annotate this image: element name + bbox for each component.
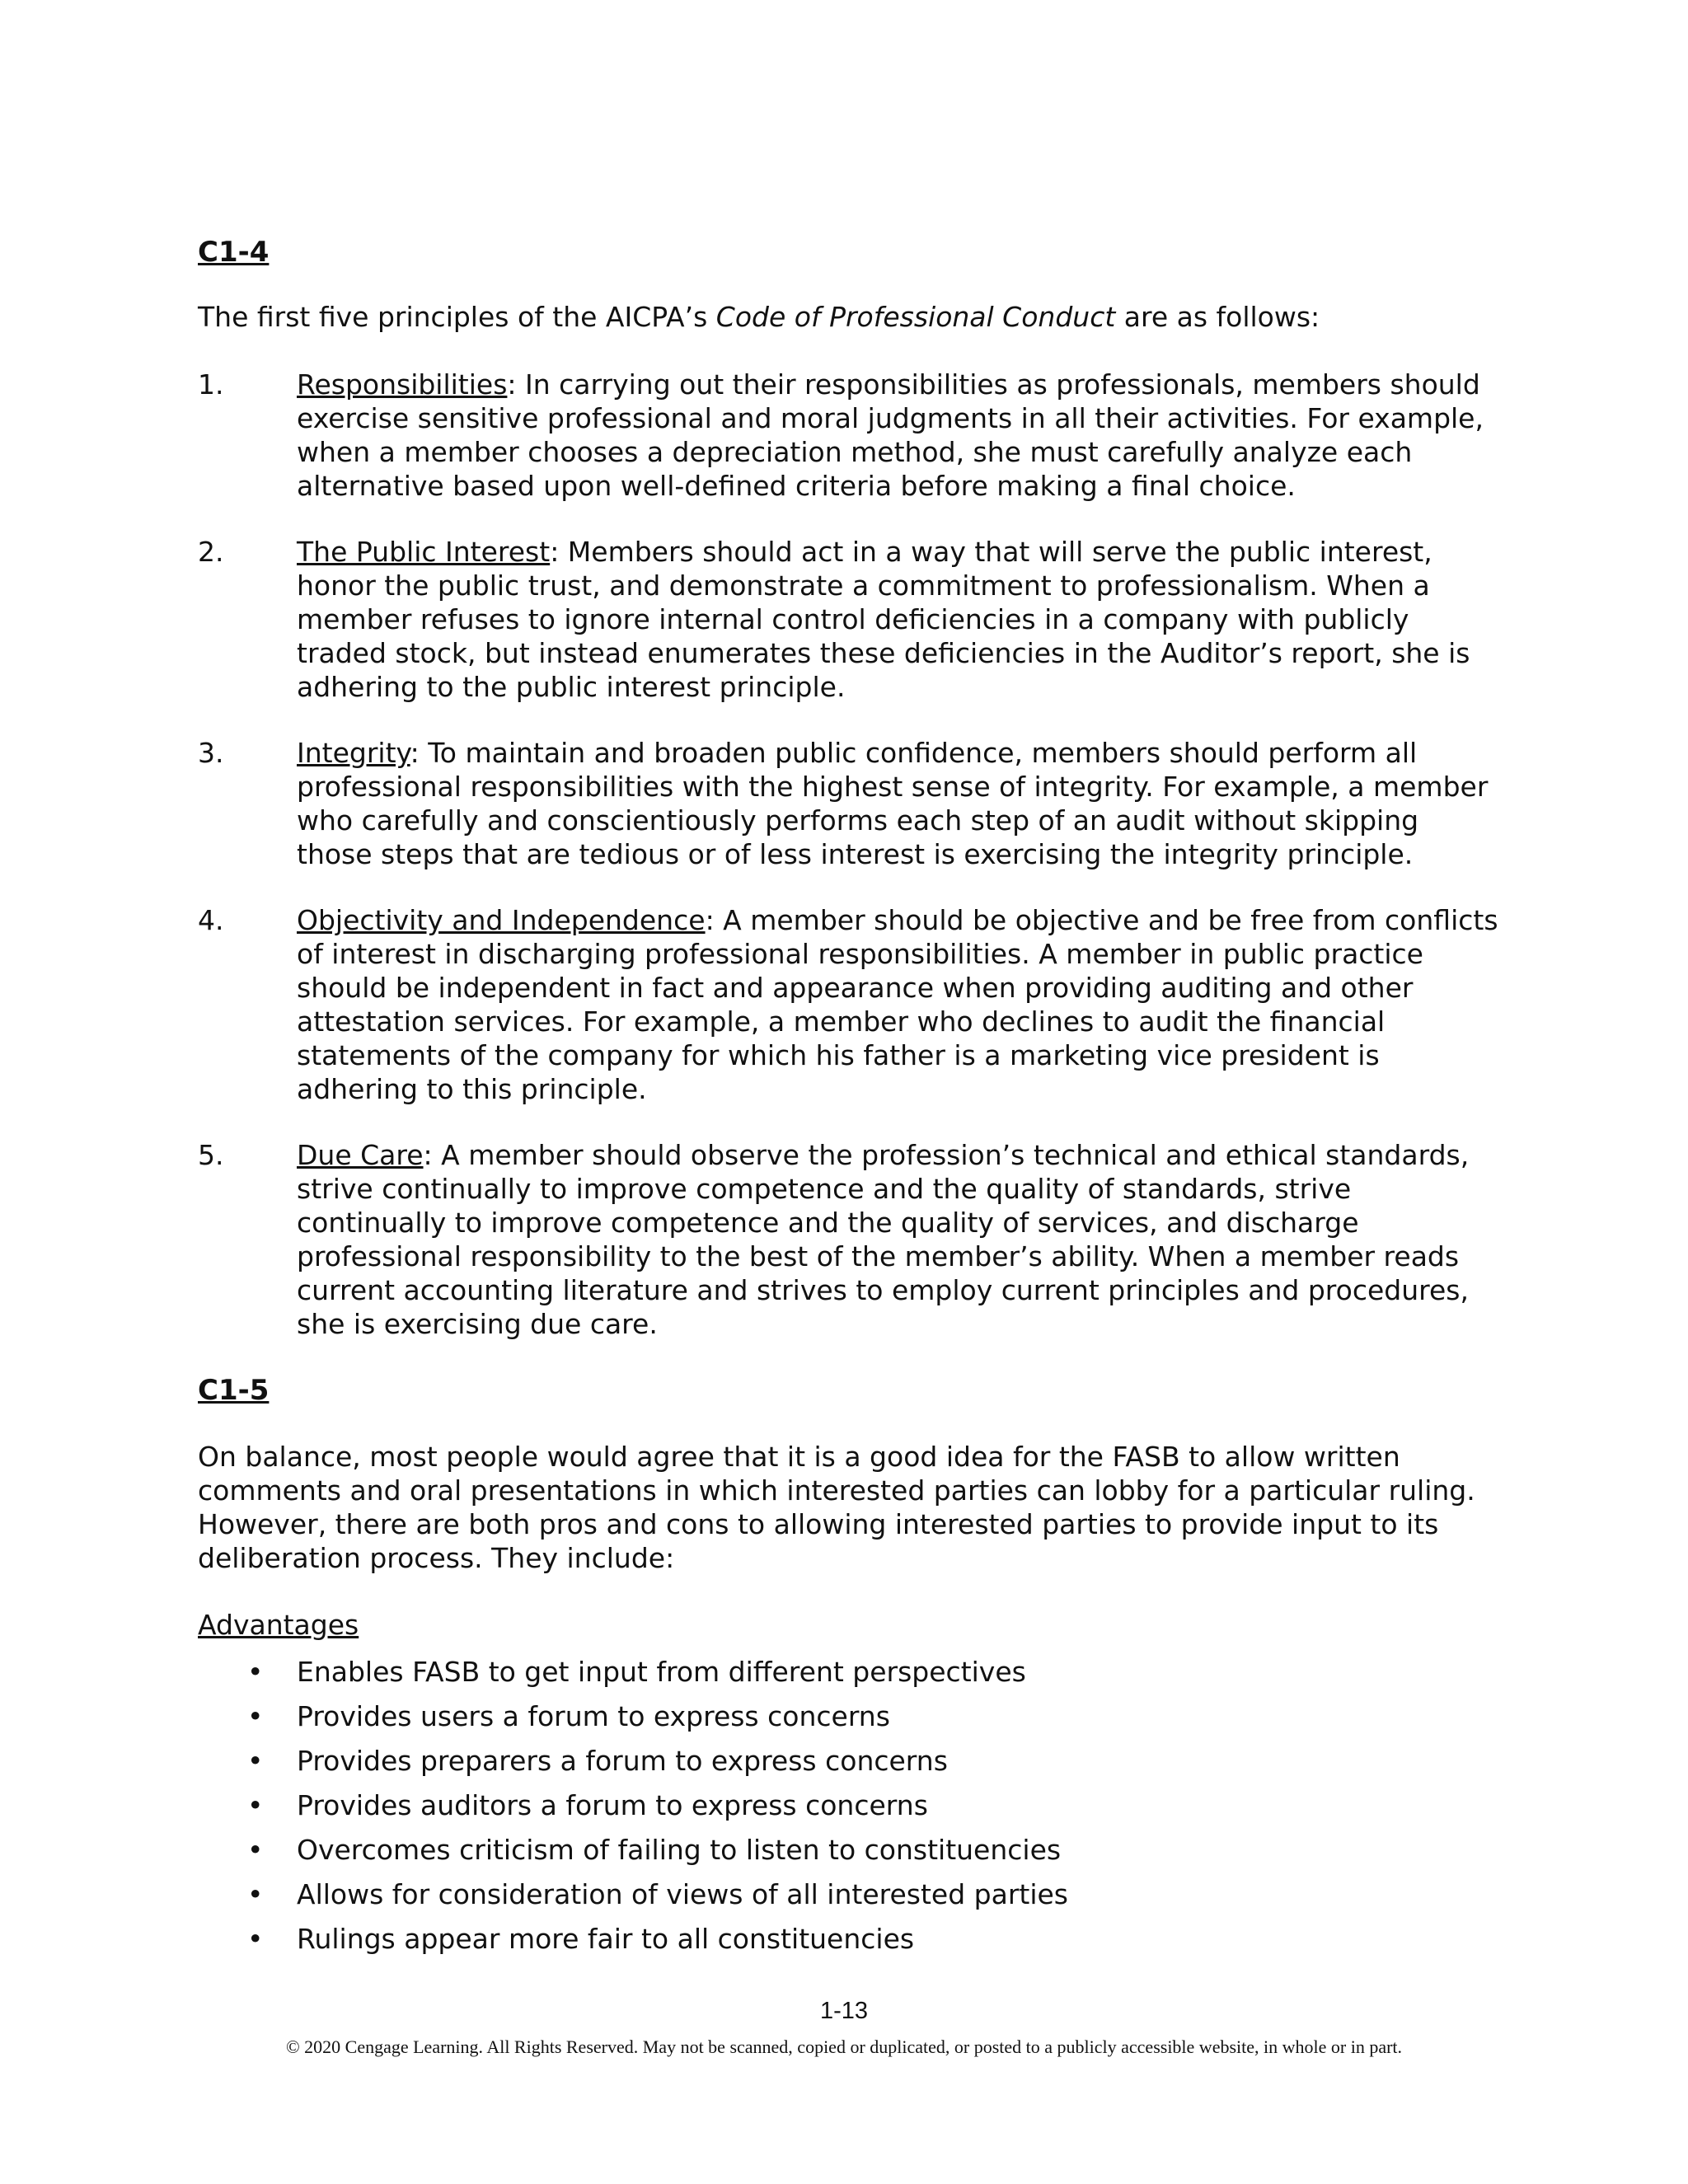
advantage-text: Overcomes criticism of failing to listen to constituencies: [297, 1834, 1062, 1866]
principle-number: 4.: [198, 904, 224, 936]
intro-text-after: are as follows:: [1115, 301, 1320, 333]
principle-text: : A member should be objective and be free from conflicts of interest in discharging professional responsibilities. A member in public practice should be independent in fact and appearance when providing auditing and other attestation services. For example, a member who declines to audit the financial statements of the company for which his father is a marketing vice president is adhering to this principle.: [297, 904, 1498, 1105]
principle-number: 5.: [198, 1139, 224, 1171]
list-item: [198, 1744, 1068, 1788]
principle-text: : A member should observe the profession’s technical and ethical standards, strive continually to improve competence and the quality of standards, strive continually to improve competence and the quality of services, and discharge professional responsibility to the best of the member’s ability. When a member reads current accounting literature and strives to employ current principles and procedures, she is exercising due care.: [297, 1139, 1470, 1340]
principle-title: Integrity: [297, 737, 410, 769]
advantage-text: Provides auditors a forum to express concerns: [297, 1789, 928, 1821]
principle-item-3: [198, 736, 1500, 871]
advantage-text: Allows for consideration of views of all interested parties: [297, 1878, 1068, 1910]
principle-number: 3.: [198, 737, 224, 769]
bullet-icon: •: [247, 1789, 264, 1821]
principle-title: Due Care: [297, 1139, 424, 1171]
advantage-text: Enables FASB to get input from different perspectives: [297, 1656, 1026, 1688]
section-heading-c1-4: C1-4: [198, 236, 270, 269]
list-item: [198, 1833, 1068, 1877]
advantage-text: Provides users a forum to express concerns: [297, 1700, 890, 1732]
list-item: [198, 1655, 1068, 1699]
principle-number: 1.: [198, 368, 224, 401]
principle-text: : In carrying out their responsibilities as professionals, members should exercise sensitive professional and moral judgments in all their activities. For example, when a member chooses a depreciation method, she must carefully analyze each alternative based upon well-defined criteria before making a final choice.: [297, 368, 1484, 502]
copyright-notice: © 2020 Cengage Learning. All Rights Reserved. May not be scanned, copied or duplicated, or posted to a publicly accessible website, in whole or in part.: [285, 2036, 1403, 2057]
bullet-icon: •: [247, 1656, 264, 1688]
list-item: [198, 1699, 1068, 1744]
principle-title: Objectivity and Independence: [297, 904, 706, 936]
principle-text: : To maintain and broaden public confidence, members should perform all professional responsibilities with the highest sense of integrity. For example, a member who carefully and conscientiously performs each step of an audit without skipping those steps that are tedious or of less interest is exercising the integrity principle.: [297, 737, 1489, 870]
advantages-label: Advantages: [198, 1609, 359, 1641]
bullet-icon: •: [247, 1834, 264, 1866]
bullet-icon: •: [247, 1745, 264, 1777]
section-heading-c1-5: C1-5: [198, 1374, 270, 1407]
intro-code-title: Code of Professional Conduct: [715, 301, 1116, 333]
principle-item-2: [198, 535, 1500, 704]
advantage-text: Rulings appear more fair to all constituencies: [297, 1923, 915, 1955]
bullet-icon: •: [247, 1700, 264, 1732]
principle-text: : Members should act in a way that will serve the public interest, honor the public trust, and demonstrate a commitment to professionalism. When a member refuses to ignore internal control deficiencies in a company with publicly traded stock, but instead enumerates these deficiencies in the Auditor’s report, she is adhering to the public interest principle.: [297, 536, 1470, 703]
c1-5-paragraph: On balance, most people would agree that it is a good idea for the FASB to allow written comments and oral presentations in which interested parties can lobby for a particular ruling. However, there are both pros and cons to allowing interested parties to provide input to its deliberation process. They include:: [198, 1441, 1475, 1574]
intro-paragraph: [198, 300, 1484, 334]
list-item: [198, 1788, 1068, 1833]
principle-title: The Public Interest: [297, 536, 551, 568]
principle-number: 2.: [198, 536, 224, 568]
bullet-icon: •: [247, 1878, 264, 1910]
advantages-list: [198, 1655, 1068, 1966]
principle-item-1: [198, 368, 1500, 503]
principle-title: Responsibilities: [297, 368, 508, 401]
advantage-text: Provides preparers a forum to express concerns: [297, 1745, 948, 1777]
intro-text-before: The first five principles of the AICPA’s: [198, 301, 716, 333]
page-number: 1-13: [819, 1998, 869, 2024]
list-item: [198, 1877, 1068, 1922]
principle-item-4: [198, 903, 1500, 1106]
list-item: [198, 1922, 1068, 1966]
bullet-icon: •: [247, 1923, 264, 1955]
principle-item-5: [198, 1138, 1500, 1341]
